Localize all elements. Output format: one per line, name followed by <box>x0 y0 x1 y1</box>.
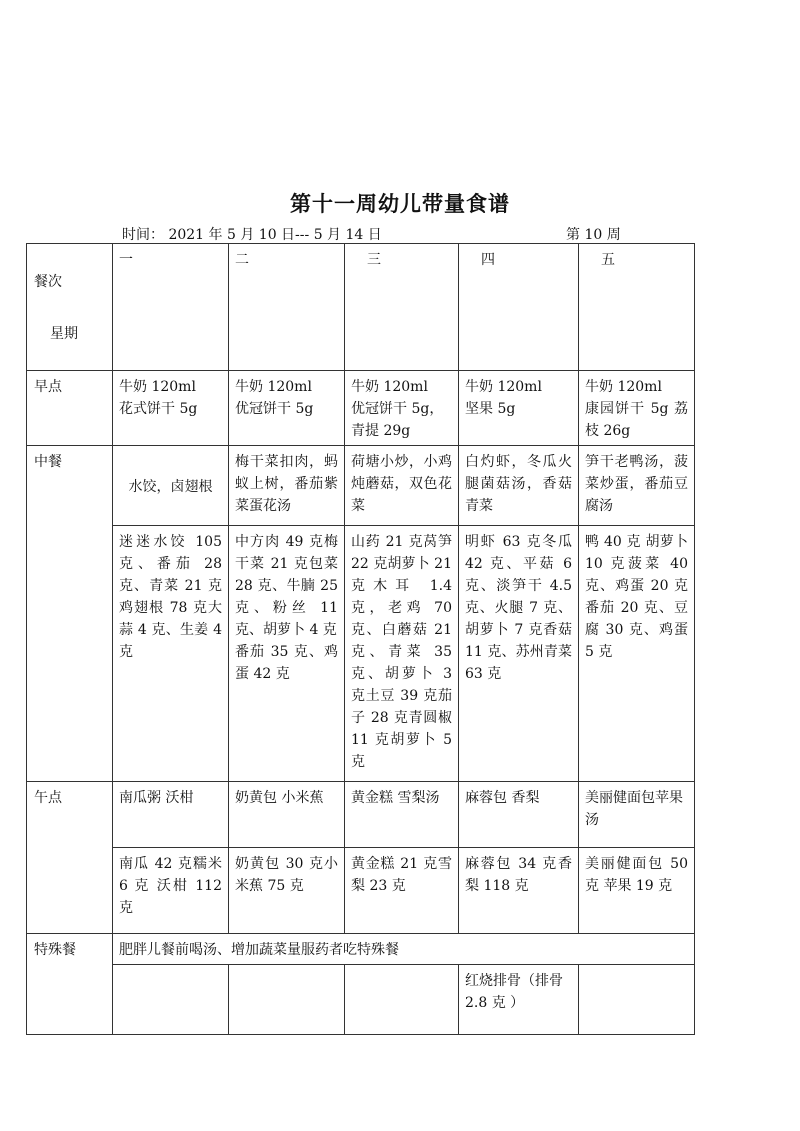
snack-menu-wed: 黄金糕 雪梨汤 <box>345 782 459 848</box>
week-number: 第 10 周 <box>566 227 621 243</box>
special-cell-thu: 红烧排骨（排骨 2.8 克 ） <box>459 965 579 1035</box>
date-range: 时间： 2021 年 5 月 10 日--- 5 月 14 日 <box>122 227 382 243</box>
lunch-menu-mon: 水饺，卤翅根 <box>113 446 229 526</box>
menu-table <box>26 243 695 1035</box>
snack-menu-thu: 麻蓉包 香梨 <box>459 782 579 848</box>
snack-menu-fri: 美丽健面包苹果汤 <box>579 782 695 848</box>
special-note-row <box>27 934 695 965</box>
snack-amount-row <box>27 848 695 934</box>
breakfast-cell-thu: 牛奶 120ml 坚果 5g <box>459 371 579 446</box>
day-header-fri: 五 <box>579 244 695 371</box>
snack-amount-mon: 南瓜 42 克糯米 6 克 沃柑 112 克 <box>113 848 229 934</box>
lunch-amount-tue: 中方肉 49 克梅干菜 21 克包菜 28 克、牛腩 25 克、粉丝 11 克、胡萝卜 4 克 番茄 35 克、鸡蛋 42 克 <box>229 526 345 782</box>
header-row <box>27 244 695 371</box>
breakfast-cell-wed: 牛奶 120ml 优冠饼干 5g，青提 29g <box>345 371 459 446</box>
lunch-amount-wed: 山药 21 克莴笋 22 克胡萝卜 21 克木耳 1.4 克，老鸡 70 克、白蘑菇 21 克、青菜 35 克、胡萝卜 3 克土豆 39 克茄子 28 克青圆椒 11 克胡萝卜 5 克 <box>345 526 459 782</box>
special-cell-wed <box>345 965 459 1035</box>
day-header-wed: 三 <box>345 244 459 371</box>
lunch-label: 中餐 <box>27 446 113 782</box>
weekday-header: 星期 <box>50 326 78 342</box>
special-cell-tue <box>229 965 345 1035</box>
lunch-menu-thu: 白灼虾，冬瓜火腿菌菇汤，香菇青菜 <box>459 446 579 526</box>
lunch-menu-wed: 荷塘小炒，小鸡炖蘑菇，双色花菜 <box>345 446 459 526</box>
snack-amount-fri: 美丽健面包 50 克 苹果 19 克 <box>579 848 695 934</box>
lunch-menu-fri: 笋干老鸭汤，菠菜炒蛋，番茄豆腐汤 <box>579 446 695 526</box>
day-header-mon: 一 <box>113 244 229 371</box>
snack-menu-tue: 奶黄包 小米蕉 <box>229 782 345 848</box>
lunch-amount-fri: 鸭 40 克 胡萝卜 10 克菠菜 40 克、鸡蛋 20 克番茄 20 克、豆腐 30 克、鸡蛋 5 克 <box>579 526 695 782</box>
special-note: 肥胖儿餐前喝汤、增加蔬菜量服药者吃特殊餐 <box>113 934 695 965</box>
day-header-tue: 二 <box>229 244 345 371</box>
special-cell-fri <box>579 965 695 1035</box>
special-label: 特殊餐 <box>27 934 113 1035</box>
special-cell-mon <box>113 965 229 1035</box>
lunch-amount-row <box>27 526 695 782</box>
meal-header: 餐次 <box>34 274 62 290</box>
snack-menu-row <box>27 782 695 848</box>
breakfast-cell-fri: 牛奶 120ml 康园饼干 5g 荔枝 26g <box>579 371 695 446</box>
day-header-thu: 四 <box>459 244 579 371</box>
snack-amount-tue: 奶黄包 30 克小米蕉 75 克 <box>229 848 345 934</box>
snack-menu-mon: 南瓜粥 沃柑 <box>113 782 229 848</box>
lunch-amount-thu: 明虾 63 克冬瓜 42 克、平菇 6 克、淡笋干 4.5 克、火腿 7 克、胡萝卜 7 克香菇 11 克、苏州青菜 63 克 <box>459 526 579 782</box>
snack-amount-wed: 黄金糕 21 克雪梨 23 克 <box>345 848 459 934</box>
breakfast-label: 早点 <box>27 371 113 446</box>
special-detail-row <box>27 965 695 1035</box>
header-corner-cell <box>27 244 113 371</box>
lunch-menu-tue: 梅干菜扣肉，蚂蚁上树，番茄紫菜蛋花汤 <box>229 446 345 526</box>
snack-label: 午点 <box>27 782 113 934</box>
snack-amount-thu: 麻蓉包 34 克香梨 118 克 <box>459 848 579 934</box>
lunch-amount-mon: 迷迷水饺 105 克、番茄 28 克、青菜 21 克鸡翅根 78 克大蒜 4 克、生姜 4 克 <box>113 526 229 782</box>
breakfast-row <box>27 371 695 446</box>
breakfast-cell-mon: 牛奶 120ml 花式饼干 5g <box>113 371 229 446</box>
page-title: 第十一周幼儿带量食谱 <box>290 191 510 216</box>
breakfast-cell-tue: 牛奶 120ml 优冠饼干 5g <box>229 371 345 446</box>
lunch-menu-row <box>27 446 695 526</box>
